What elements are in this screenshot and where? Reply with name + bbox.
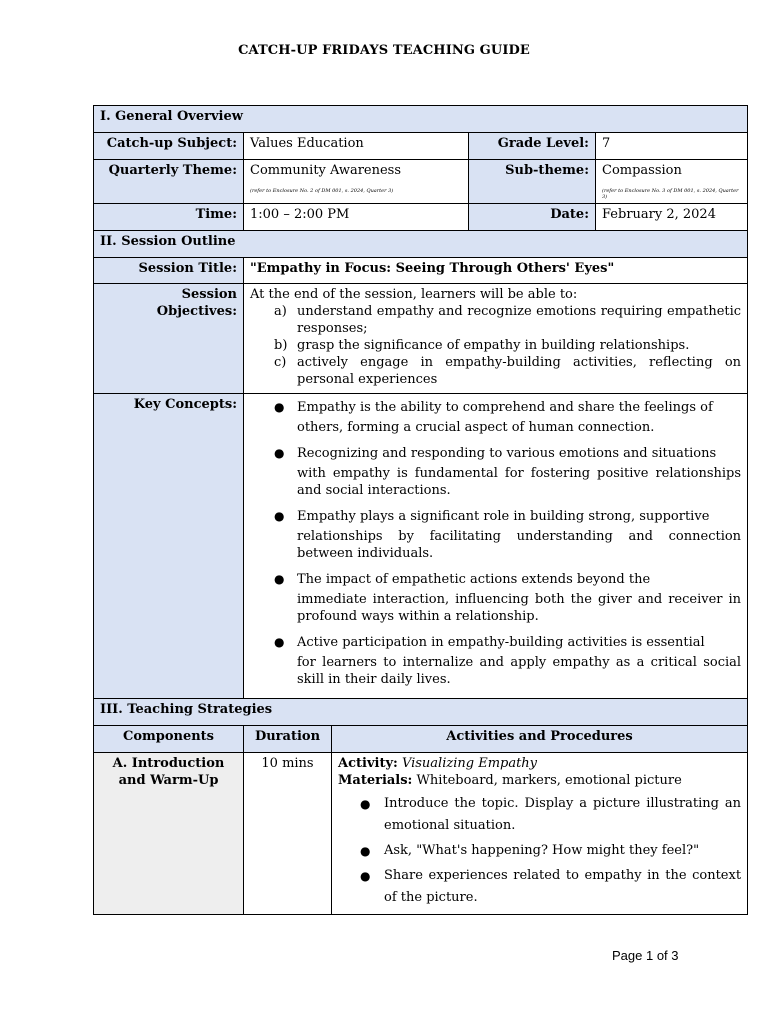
bullet-icon: ● [360, 797, 371, 811]
subtheme-value: Compassion [602, 163, 682, 178]
time-value: 1:00 – 2:00 PM [244, 204, 469, 231]
objectives-label-line1: Session [181, 287, 237, 302]
bullet-icon: ● [274, 635, 285, 649]
bullet-icon: ● [274, 572, 285, 586]
concept-item: ● Empathy plays a significant role in building strong, supportive relationships by facilitating understanding and connection between individuals. [274, 509, 742, 561]
subtheme-label: Sub-theme: [469, 160, 596, 204]
column-header-duration: Duration [244, 726, 332, 753]
teaching-guide-table [93, 105, 748, 915]
theme-value: Community Awareness [250, 163, 402, 178]
grade-label: Grade Level: [469, 133, 596, 160]
theme-label: Quarterly Theme: [94, 160, 244, 204]
objectives-label [94, 284, 244, 394]
objectives-list [250, 303, 741, 388]
session-title-label: Session Title: [94, 258, 244, 284]
concept-item: ● Recognizing and responding to various emotions and situations with empathy is fundamental for fostering positive relationships and social interactions. [274, 446, 742, 498]
page-number: Page 1 of 3 [612, 948, 679, 963]
procedure-item: ● Ask, "What's happening? How might they feel?" [338, 840, 741, 862]
key-concepts-row [94, 394, 748, 699]
document-title: CATCH-UP FRIDAYS TEACHING GUIDE [238, 43, 530, 58]
section-header: II. Session Outline [94, 231, 748, 258]
time-row [94, 204, 748, 231]
materials-line: Materials: Whiteboard, markers, emotional picture [338, 773, 682, 788]
time-label: Time: [94, 204, 244, 231]
strategy-row [94, 753, 748, 915]
objective-item: a) understand empathy and recognize emotions requiring empathetic responses; [274, 304, 742, 336]
session-title-value: "Empathy in Focus: Seeing Through Others' Eyes" [244, 258, 748, 284]
procedure-list [338, 793, 741, 909]
teaching-strategies-header-row [94, 699, 748, 726]
procedure-item: ● Introduce the topic. Display a picture illustrating an emotional situation. [338, 793, 741, 837]
concept-item: ● Empathy is the ability to comprehend and share the feelings of others, forming a crucial aspect of human connection. [274, 400, 713, 435]
column-header-components: Components [94, 726, 244, 753]
bullet-icon: ● [274, 509, 285, 523]
bullet-icon: ● [274, 400, 285, 414]
bullet-icon: ● [360, 844, 371, 858]
subtheme-note: (refer to Enclosure No. 3 of DM 001, s. 2024, Quarter 3) [602, 188, 739, 200]
session-outline-header-row [94, 231, 748, 258]
key-concepts-cell [244, 394, 748, 699]
duration-cell: 10 mins [244, 753, 332, 915]
key-concepts-label: Key Concepts: [94, 394, 244, 699]
theme-cell [244, 160, 469, 204]
procedure-item: ● Share experiences related to empathy in the context of the picture. [338, 865, 741, 909]
grade-value: 7 [596, 133, 748, 160]
key-concepts-list [250, 397, 741, 688]
subject-row [94, 133, 748, 160]
activity-line: Activity: Visualizing Empathy [338, 756, 538, 771]
column-header-activities: Activities and Procedures [332, 726, 748, 753]
subject-label: Catch-up Subject: [94, 133, 244, 160]
subtheme-cell [596, 160, 748, 204]
concept-item: ● The impact of empathetic actions extends beyond the immediate interaction, influencing both the giver and receiver in profound ways within a relationship. [274, 572, 742, 624]
objective-item: c) actively engage in empathy-building activities, reflecting on personal experiences [274, 355, 742, 387]
section-header: I. General Overview [94, 106, 748, 133]
bullet-icon: ● [360, 869, 371, 883]
bullet-icon: ● [274, 446, 285, 460]
section-header: III. Teaching Strategies [94, 699, 748, 726]
objectives-label-line2: Objectives: [156, 304, 237, 319]
date-value: February 2, 2024 [596, 204, 748, 231]
subject-value: Values Education [244, 133, 469, 160]
theme-note: (refer to Enclosure No. 2 of DM 001, s. 2024, Quarter 3) [250, 188, 394, 194]
objectives-intro: At the end of the session, learners will be able to: [250, 287, 578, 302]
objectives-row [94, 284, 748, 394]
date-label: Date: [469, 204, 596, 231]
concept-item: ● Active participation in empathy-building activities is essential for learners to internalize and apply empathy as a critical social skill in their daily lives. [274, 635, 742, 687]
session-title-row [94, 258, 748, 284]
objective-item: b) grasp the significance of empathy in building relationships. [274, 338, 690, 353]
objectives-cell [244, 284, 748, 394]
activities-cell [332, 753, 748, 915]
general-overview-header-row [94, 106, 748, 133]
component-cell: A. Introduction and Warm-Up [94, 753, 244, 915]
strategies-column-header-row [94, 726, 748, 753]
theme-row [94, 160, 748, 204]
